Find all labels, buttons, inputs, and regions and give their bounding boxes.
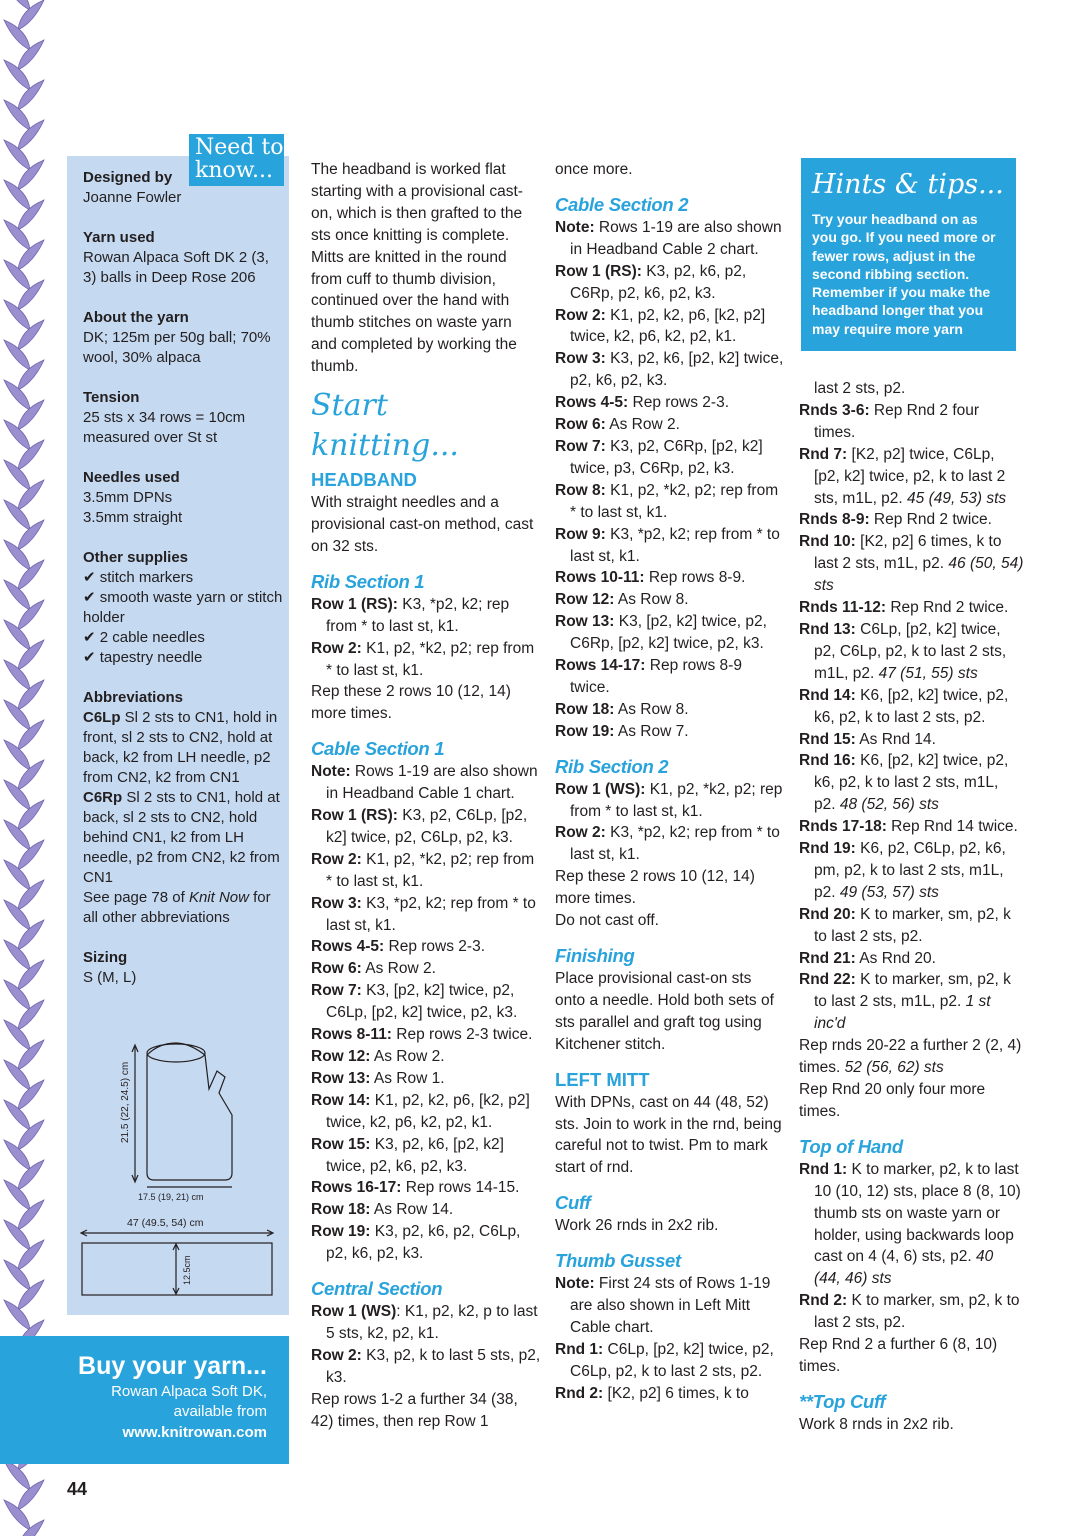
row-label: Row 2: <box>311 850 362 868</box>
headband-text: With straight needles and a provisional cast-on method, cast on 32 sts. <box>311 494 534 555</box>
tension-label: Tension <box>83 389 140 406</box>
stitch-count: 47 (51, 55) sts <box>878 664 978 682</box>
designed-by-label: Designed by <box>83 169 173 186</box>
row-label: Row 6: <box>555 416 606 434</box>
row-text: K3, p2, k6, [p2, k2] twice, p2, k6, p2, k3. <box>326 1135 504 1175</box>
row-label: Row 18: <box>311 1201 371 1219</box>
mitt-top-opening <box>147 1044 205 1062</box>
rib-section-1-heading: Rib Section 1 <box>311 570 425 592</box>
row-label: Row 15: <box>311 1135 371 1153</box>
row-text: K3, p2, k6, p2, C6Rp, p2, k6, p2, k3. <box>570 262 747 302</box>
row-label: Rnd 1: <box>799 1160 848 1178</box>
row-text: K3, *p2, k2; rep from * to last st, k1. <box>326 894 536 934</box>
about-yarn-label: About the yarn <box>83 309 189 326</box>
abbrev-def: Sl 2 sts to CN1, hold at back, sl 2 sts to CN2, hold behind CN1, k2 from LH needle, p2 from CN2, k2 from CN1 <box>83 789 280 886</box>
row-label: Row 1 (WS): <box>555 780 646 798</box>
needles-label: Needles used <box>83 469 180 486</box>
row-text: K1, p2, k2, p6, [k2, p2] twice, k2, p6, k2, p2, k1. <box>570 306 766 346</box>
row-text: K6, [p2, k2] twice, p2, k6, p2, k to last 2 sts, p2. <box>814 686 1009 726</box>
instruction-row <box>311 936 541 958</box>
row-text: Rep rows 2-3. <box>628 394 730 412</box>
row-text: K3, p2, k6, p2, C6Lp, p2, k6, p2, k3. <box>326 1223 521 1263</box>
row-text: C6Lp, [p2, k2] twice, p2, C6Lp, p2, k to last 2 sts, m1L, p2. <box>814 620 1007 682</box>
row-text: last 2 sts, p2. <box>814 380 906 397</box>
hints-tips-box <box>801 158 1016 351</box>
row-label: Row 3: <box>311 894 362 912</box>
row-text: K1, p2, k2, p6, [k2, p2] twice, k2, p6, k2, p2, k1. <box>326 1091 530 1131</box>
row-label: Note: <box>555 218 595 236</box>
row-label: Row 13: <box>311 1069 371 1087</box>
row-text: Rep Rnd 14 twice. <box>886 818 1018 836</box>
row-label: Row 7: <box>555 437 606 455</box>
rep-rnd-20: Rep Rnd 20 only four more times. <box>799 1081 986 1120</box>
row-text: K to marker, sm, p2, k to last 2 sts, p2. <box>814 905 1011 945</box>
row-label: Row 6: <box>311 960 362 978</box>
mitt-width-label: 17.5 (19, 21) cm <box>138 1192 204 1202</box>
buy-yarn-box <box>0 1336 289 1464</box>
stitch-count: 49 (53, 57) sts <box>839 883 939 901</box>
headband-rect <box>82 1243 272 1295</box>
instruction-row <box>799 444 1024 510</box>
instruction-row <box>311 1345 541 1389</box>
column-2 <box>555 159 785 1405</box>
top-of-hand-heading: Top of Hand <box>799 1135 903 1157</box>
row-text: K to marker, sm, p2, k to last 2 sts, m1L, p2. <box>814 971 1011 1011</box>
instruction-row <box>555 567 785 589</box>
braid-border <box>0 0 48 1536</box>
instruction-row <box>555 589 785 611</box>
row-label: Rnd 7: <box>799 445 848 463</box>
row-text: K1, p2, *k2, p2; rep from * to last st, k1. <box>326 850 535 890</box>
row-label: Rnd 19: <box>799 840 856 858</box>
rib-section-2-heading: Rib Section 2 <box>555 755 669 777</box>
instruction-row <box>799 531 1024 597</box>
see-page-text: for all other abbreviations <box>83 889 271 926</box>
buy-yarn-line: Rowan Alpaca Soft DK, <box>111 1383 267 1400</box>
instruction-row <box>799 509 1024 531</box>
instruction-row <box>799 685 1024 729</box>
magazine-name: Knit Now <box>188 889 249 906</box>
row-text: As Row 2. <box>370 1048 445 1065</box>
sidebar-info <box>83 168 283 988</box>
row-label: Row 7: <box>311 982 362 1000</box>
row-text: [K2, p2] twice, C6Lp, [p2, k2] twice, p2, k to last 2 sts, m1L, p2. <box>814 445 1006 507</box>
instruction-row <box>799 619 1024 685</box>
row-text: K3, p2, C6Lp, [p2, k2] twice, p2, C6Lp, p2, k3. <box>326 807 528 846</box>
see-page-text: See page 78 of <box>83 889 189 906</box>
start-knitting-heading: Start knitting... <box>311 388 459 464</box>
row-label: Row 19: <box>555 722 615 740</box>
cable-section-1-rows <box>311 761 541 1265</box>
row-label: Rnd 16: <box>799 752 856 770</box>
instruction-row <box>555 822 785 866</box>
row-text: K1, p2, *k2, p2; rep from * to last st, k1. <box>326 639 535 679</box>
instruction-row <box>555 414 785 436</box>
row-label: Rnd 20: <box>799 905 856 923</box>
rep-rnds-20-22 <box>799 1035 1024 1079</box>
column-3 <box>799 378 1024 1436</box>
central-section-rows <box>311 1301 541 1389</box>
row-text: As Rnd 14. <box>855 730 936 748</box>
instruction-row <box>799 750 1024 816</box>
instruction-row <box>311 849 541 893</box>
row-text: [K2, p2] 6 times, k to last 2 sts, m1L, p2. <box>814 533 1002 573</box>
instruction-row <box>311 958 541 980</box>
abbrev-def: Sl 2 sts to CN1, hold in front, sl 2 sts to CN2, hold at back, k2 from LH needle, p2 from CN2, k2 from CN1 <box>83 709 278 786</box>
buy-yarn-title: Buy your yarn... <box>78 1352 267 1380</box>
row-text: K to marker, sm, p2, k to last 2 sts, p2. <box>814 1292 1020 1332</box>
instruction-row <box>799 378 1024 400</box>
row-label: Rnd 15: <box>799 730 856 748</box>
central-section-heading: Central Section <box>311 1278 443 1300</box>
instruction-row <box>555 655 785 699</box>
row-label: Rnd 21: <box>799 949 856 967</box>
other-supplies-label: Other supplies <box>83 549 189 566</box>
see-page-note <box>83 888 283 928</box>
row-label: Rnds 3-6: <box>799 401 870 419</box>
instruction-row <box>311 1068 541 1090</box>
top-cuff-heading: **Top Cuff <box>799 1390 886 1412</box>
finishing-text: Place provisional cast-on sts onto a needle. Hold both sets of sts parallel and graft tog using Kitchener stitch. <box>555 970 774 1053</box>
row-text: Rep rows 2-3. <box>384 938 486 956</box>
row-label: Rows 10-11: <box>555 569 645 587</box>
instruction-row <box>311 638 541 682</box>
rib-section-2-rows <box>555 779 785 867</box>
stitch-count: 46 (50, 54) sts <box>814 555 1024 595</box>
row-text: As Rnd 20. <box>855 949 936 967</box>
left-mitt-text: With DPNs, cast on 44 (48, 52) sts. Join to work in the rnd, being careful not to twist. Pm to mark start of rnd. <box>555 1093 782 1177</box>
row-label: Rows 4-5: <box>555 394 629 412</box>
row-text: K to marker, p2, k to last 10 (10, 12) sts, place 8 (8, 10) thumb sts on waste yarn or holder, using backwards loop cast on 4 (4, 6) sts, p2. <box>814 1160 1021 1266</box>
supply-item: ✔ tapestry needle <box>83 649 203 666</box>
row-label: Row 19: <box>311 1223 371 1241</box>
instruction-row <box>555 480 785 524</box>
row-label: Row 1 (RS): <box>311 595 398 613</box>
cuff-heading: Cuff <box>555 1192 591 1214</box>
supply-item: ✔ 2 cable needles <box>83 629 205 646</box>
row-label: Note: <box>555 1275 595 1293</box>
instruction-row <box>311 1134 541 1178</box>
instruction-row <box>555 721 785 743</box>
row-text: First 24 sts of Rows 1-19 are also shown in Left Mitt Cable chart. <box>570 1275 771 1336</box>
row-label: Row 2: <box>311 1346 362 1364</box>
row-text: K3, [p2, k2] twice, p2, C6Rp, [p2, k2] twice, p2, k3. <box>570 613 767 653</box>
instruction-row <box>799 400 1024 444</box>
row-text: Rep rows 2-3 twice. <box>391 1026 533 1044</box>
band-length-label: 47 (49.5, 54) cm <box>127 1217 204 1229</box>
row-text: Rep rows 8-9. <box>644 569 746 587</box>
mitt-height-label: 21.5 (22, 24.5) cm <box>120 1061 131 1143</box>
row-label: Row 8: <box>555 481 606 499</box>
instruction-row <box>311 980 541 1024</box>
row-label: Rnd 2: <box>555 1384 604 1402</box>
row-label: Row 1 (RS): <box>311 807 398 825</box>
instruction-row <box>311 1046 541 1068</box>
row-text: Rows 1-19 are also shown in Headband Cable 1 chart. <box>326 763 538 803</box>
row-text: As Row 2. <box>605 416 680 434</box>
row-text: K6, p2, C6Lp, p2, k6, pm, p2, k to last 2 sts, m1L, p2. <box>814 840 1006 901</box>
instruction-row <box>799 904 1024 948</box>
row-text: K3, [p2, k2] twice, p2, C6Lp, [p2, k2] twice, p2, k3. <box>326 982 518 1022</box>
row-label: Row 9: <box>555 525 606 543</box>
instruction-row <box>799 969 1024 1035</box>
row-label: Row 18: <box>555 700 615 718</box>
supply-item: ✔ stitch markers <box>83 569 194 586</box>
instruction-row <box>799 948 1024 970</box>
buy-yarn-line: available from <box>173 1403 267 1420</box>
instruction-row <box>799 597 1024 619</box>
instruction-row <box>555 699 785 721</box>
row-text: Rep Rnd 2 four times. <box>814 401 980 441</box>
row-text: K1, p2, *k2, p2; rep from * to last st, k1. <box>570 780 783 820</box>
need-to-know-tab: Need to know... <box>189 134 284 186</box>
instruction-row <box>555 305 785 349</box>
row-text: Rep Rnd 2 twice. <box>886 599 1009 617</box>
row-text: C6Lp, [p2, k2] twice, p2, C6Lp, p2, k to last 2 sts, p2. <box>570 1340 774 1380</box>
instruction-row <box>555 1273 785 1339</box>
buy-yarn-url[interactable]: www.knitrowan.com <box>122 1424 267 1441</box>
rib-section-1-repeat: Rep these 2 rows 10 (12, 14) more times. <box>311 683 511 723</box>
top-of-hand-rows <box>799 1159 1024 1334</box>
row-text: K3, p2, C6Rp, [p2, k2] twice, p3, C6Rp, p2, k3. <box>570 437 763 477</box>
instruction-row <box>799 838 1024 904</box>
instruction-row <box>555 611 785 655</box>
row-text: [K2, p2] 6 times, k to <box>603 1384 749 1402</box>
gusset-continued-rows <box>799 378 1024 1035</box>
row-label: Rnd 13: <box>799 620 856 638</box>
row-text: K3, *p2, k2; rep from * to last st, k1. <box>326 595 510 635</box>
instruction-row <box>555 261 785 305</box>
top-of-hand-repeat: Rep Rnd 2 a further 6 (8, 10) times. <box>799 1336 998 1375</box>
row-label: Row 1 (RS): <box>555 262 642 280</box>
abbrev-term: C6Rp <box>83 789 123 806</box>
cuff-text: Work 26 rnds in 2x2 rib. <box>555 1217 719 1235</box>
row-label: Row 3: <box>555 350 606 368</box>
row-text: As Row 14. <box>370 1201 454 1219</box>
row-label: Rows 8-11: <box>311 1026 392 1044</box>
needles-item: 3.5mm DPNs <box>83 489 173 506</box>
instruction-row <box>311 1301 541 1345</box>
row-label: Rnds 17-18: <box>799 818 887 836</box>
stitch-count: 52 (56, 62) sts <box>844 1059 944 1077</box>
row-label: Rows 4-5: <box>311 938 385 956</box>
row-label: Rnds 8-9: <box>799 511 870 529</box>
yarn-used-value: Rowan Alpaca Soft DK 2 (3, 3) balls in Deep Rose 206 <box>83 249 269 286</box>
instruction-row <box>555 524 785 568</box>
row-text: K1, p2, *k2, p2; rep from * to last st, k1. <box>570 481 779 521</box>
size-diagram <box>77 1033 282 1308</box>
designed-by-value: Joanne Fowler <box>83 189 182 206</box>
row-text: As Row 1. <box>370 1069 445 1087</box>
instruction-row <box>311 805 541 849</box>
rib-section-1-rows <box>311 594 541 682</box>
instruction-row <box>311 1177 541 1199</box>
intro-text: The headband is worked flat starting with a provisional cast-on, which is then grafted to the sts once knitting is complete. Mitts are knitted in the round from cuff to thumb division, continued over the hand with thumb stitches on waste yarn and completed by working the thumb. <box>311 161 523 376</box>
instruction-row <box>555 348 785 392</box>
row-label: Rnd 22: <box>799 971 856 989</box>
sizing-label: Sizing <box>83 949 128 966</box>
instruction-row <box>311 1090 541 1134</box>
instruction-row <box>311 893 541 937</box>
row-text: : K1, p2, k2, p to last 5 sts, k2, p2, k1. <box>326 1303 538 1342</box>
abbreviations-label: Abbreviations <box>83 689 184 706</box>
row-label: Row 14: <box>311 1091 371 1109</box>
row-text: As Row 2. <box>361 960 436 978</box>
instruction-row <box>799 1159 1024 1290</box>
rib-section-2-repeat: Rep these 2 rows 10 (12, 14) more times. <box>555 868 755 908</box>
instruction-row <box>555 392 785 414</box>
row-text: As Row 8. <box>614 700 689 718</box>
row-label: Row 13: <box>555 613 615 631</box>
instruction-row <box>311 1221 541 1265</box>
instruction-row <box>555 779 785 823</box>
row-text: As Row 7. <box>614 722 689 740</box>
cable-section-2-rows <box>555 217 785 743</box>
instruction-row <box>555 436 785 480</box>
thumb-gusset-rows <box>555 1273 785 1404</box>
headband-heading: HEADBAND <box>311 469 417 491</box>
hints-tips-text: Try your headband on as you go. If you need more or fewer rows, adjust in the second ribbing section. Remember if you make the headband longer that you may require more yarn <box>812 211 996 337</box>
row-text: Rep rows 8-9 twice. <box>570 657 742 696</box>
row-label: Row 2: <box>311 639 362 657</box>
instruction-row <box>555 217 785 261</box>
finishing-heading: Finishing <box>555 945 635 966</box>
instruction-row <box>555 1339 785 1383</box>
row-label: Row 12: <box>311 1048 371 1065</box>
yarn-used-label: Yarn used <box>83 229 155 246</box>
instruction-row <box>799 816 1024 838</box>
row-text: K3, *p2, k2; rep from * to last st, k1. <box>570 824 780 864</box>
row-label: Row 1 (WS) <box>311 1303 397 1321</box>
mitt-outline <box>147 1043 232 1180</box>
row-label: Rows 14-17: <box>555 657 646 675</box>
thumb-gusset-heading: Thumb Gusset <box>555 1250 681 1272</box>
abbrev-c6rp <box>83 788 283 888</box>
row-text: K6, [p2, k2] twice, p2, k6, p2, k to last 2 sts, m1L, p2. <box>814 752 1009 814</box>
row-label: Row 12: <box>555 591 615 609</box>
needles-item: 3.5mm straight <box>83 509 183 526</box>
instruction-row <box>555 1383 785 1405</box>
rep-text: Rep rnds 20-22 a further 2 (2, 4) times. <box>799 1037 1022 1077</box>
abbrev-term: C6Lp <box>83 709 121 726</box>
once-more-text: once more. <box>555 161 633 178</box>
stitch-count: 1 st inc'd <box>814 993 991 1033</box>
cable-section-1-heading: Cable Section 1 <box>311 738 445 760</box>
row-label: Row 2: <box>555 306 606 324</box>
abbrev-c6lp <box>83 708 283 788</box>
page-number: 44 <box>67 1479 88 1499</box>
row-text: Rows 1-19 are also shown in Headband Cable 2 chart. <box>570 218 782 258</box>
instruction-row <box>799 729 1024 751</box>
row-label: Rnd 2: <box>799 1292 848 1310</box>
instruction-row <box>311 1199 541 1221</box>
row-text: K3, p2, k to last 5 sts, p2, k3. <box>326 1346 541 1386</box>
top-cuff-text: Work 8 rnds in 2x2 rib. <box>799 1415 954 1433</box>
tension-value: 25 sts x 34 rows = 10cm measured over St st <box>83 409 246 446</box>
stitch-count: 48 (52, 56) sts <box>839 796 939 814</box>
row-text: Rep rows 14-15. <box>401 1179 520 1197</box>
row-text: K3, *p2, k2; rep from * to last st, k1. <box>570 525 780 565</box>
row-label: Rnds 11-12: <box>799 599 887 617</box>
row-text: Rep Rnd 2 twice. <box>869 511 992 529</box>
row-label: Rnd 14: <box>799 686 856 704</box>
sizing-value: S (M, L) <box>83 969 137 986</box>
row-label: Row 2: <box>555 824 606 842</box>
stitch-count: 40 (44, 46) sts <box>814 1248 994 1288</box>
stitch-count: 45 (49, 53) sts <box>907 489 1007 507</box>
supply-item: ✔ smooth waste yarn or stitch holder <box>83 589 283 626</box>
instruction-row <box>311 594 541 638</box>
band-height-label: 12.5cm <box>182 1255 192 1285</box>
row-label: Rnd 1: <box>555 1340 604 1358</box>
central-section-repeat: Rep rows 1-2 a further 34 (38, 42) times, then rep Row 1 <box>311 1390 518 1430</box>
row-label: Rows 16-17: <box>311 1179 402 1197</box>
hints-tips-title: Hints & tips... <box>812 169 1004 200</box>
instruction-row <box>799 1290 1024 1334</box>
instruction-row <box>311 761 541 805</box>
row-text: As Row 8. <box>614 591 689 609</box>
left-mitt-heading: LEFT MITT <box>555 1068 650 1090</box>
row-label: Note: <box>311 763 351 781</box>
instruction-row <box>311 1024 541 1046</box>
column-1 <box>311 159 541 1433</box>
row-text: K3, p2, k6, [p2, k2] twice, p2, k6, p2, k3. <box>570 350 784 390</box>
row-label: Rnd 10: <box>799 533 856 551</box>
about-yarn-value: DK; 125m per 50g ball; 70% wool, 30% alpaca <box>83 329 271 366</box>
cable-section-2-heading: Cable Section 2 <box>555 193 689 215</box>
rib-section-2-end: Do not cast off. <box>555 912 659 930</box>
